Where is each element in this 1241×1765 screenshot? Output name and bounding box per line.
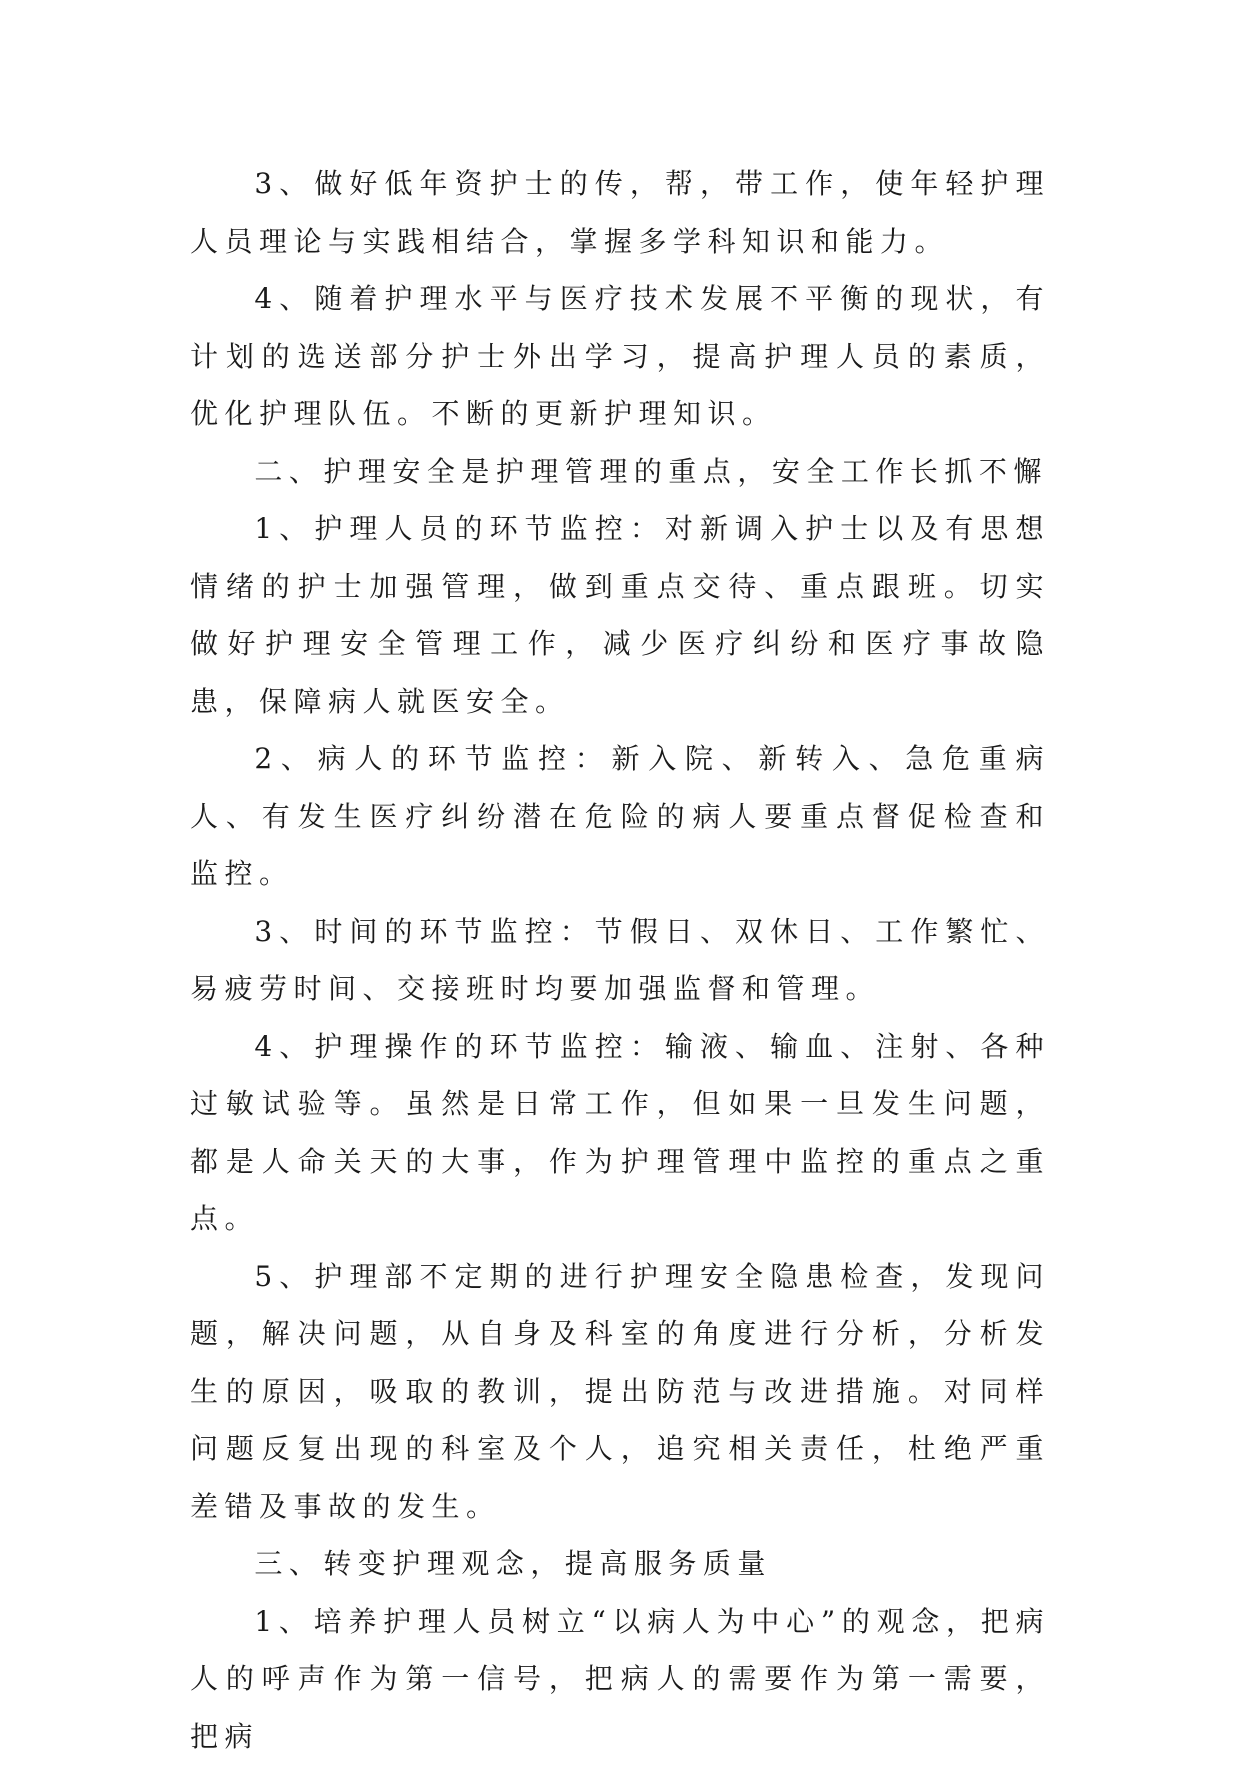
paragraph-5-safety-inspection: 5、护理部不定期的进行护理安全隐患检查，发现问题，解决问题，从自身及科室的角度进行分析，分析发生的原因，吸取的教训，提出防范与改进措施。对同样问题反复出现的科室及个人，追究相关责任，杜绝严重差错及事故的发生。 (190, 1248, 1050, 1536)
paragraph-4-operation-monitoring: 4、护理操作的环节监控：输液、输血、注射、各种过敏试验等。虽然是日常工作，但如果一旦发生问题，都是人命关天的大事，作为护理管理中监控的重点之重点。 (190, 1018, 1050, 1248)
paragraph-1-patient-centered: 1、培养护理人员树立“以病人为中心”的观念，把病人的呼声作为第一信号，把病人的需要作为第一需要，把病 (190, 1593, 1050, 1765)
paragraph-1-staff-monitoring: 1、护理人员的环节监控：对新调入护士以及有思想情绪的护士加强管理，做到重点交待、重点跟班。切实做好护理安全管理工作，减少医疗纠纷和医疗事故隐患，保障病人就医安全。 (190, 500, 1050, 730)
section-heading-nursing-safety: 二、护理安全是护理管理的重点，安全工作长抓不懈 (190, 443, 1050, 501)
paragraph-4-further-study: 4、随着护理水平与医疗技术发展不平衡的现状，有计划的选送部分护士外出学习，提高护理人员的素质，优化护理队伍。不断的更新护理知识。 (190, 270, 1050, 443)
paragraph-3-time-monitoring: 3、时间的环节监控：节假日、双休日、工作繁忙、易疲劳时间、交接班时均要加强监督和管理。 (190, 903, 1050, 1018)
section-heading-service-quality: 三、转变护理观念，提高服务质量 (190, 1535, 1050, 1593)
document-body (190, 155, 1050, 1765)
paragraph-2-patient-monitoring: 2、病人的环节监控：新入院、新转入、急危重病人、有发生医疗纠纷潜在危险的病人要重点督促检查和监控。 (190, 730, 1050, 903)
paragraph-3-youth-nurse-training: 3、做好低年资护士的传，帮，带工作，使年轻护理人员理论与实践相结合，掌握多学科知识和能力。 (190, 155, 1050, 270)
